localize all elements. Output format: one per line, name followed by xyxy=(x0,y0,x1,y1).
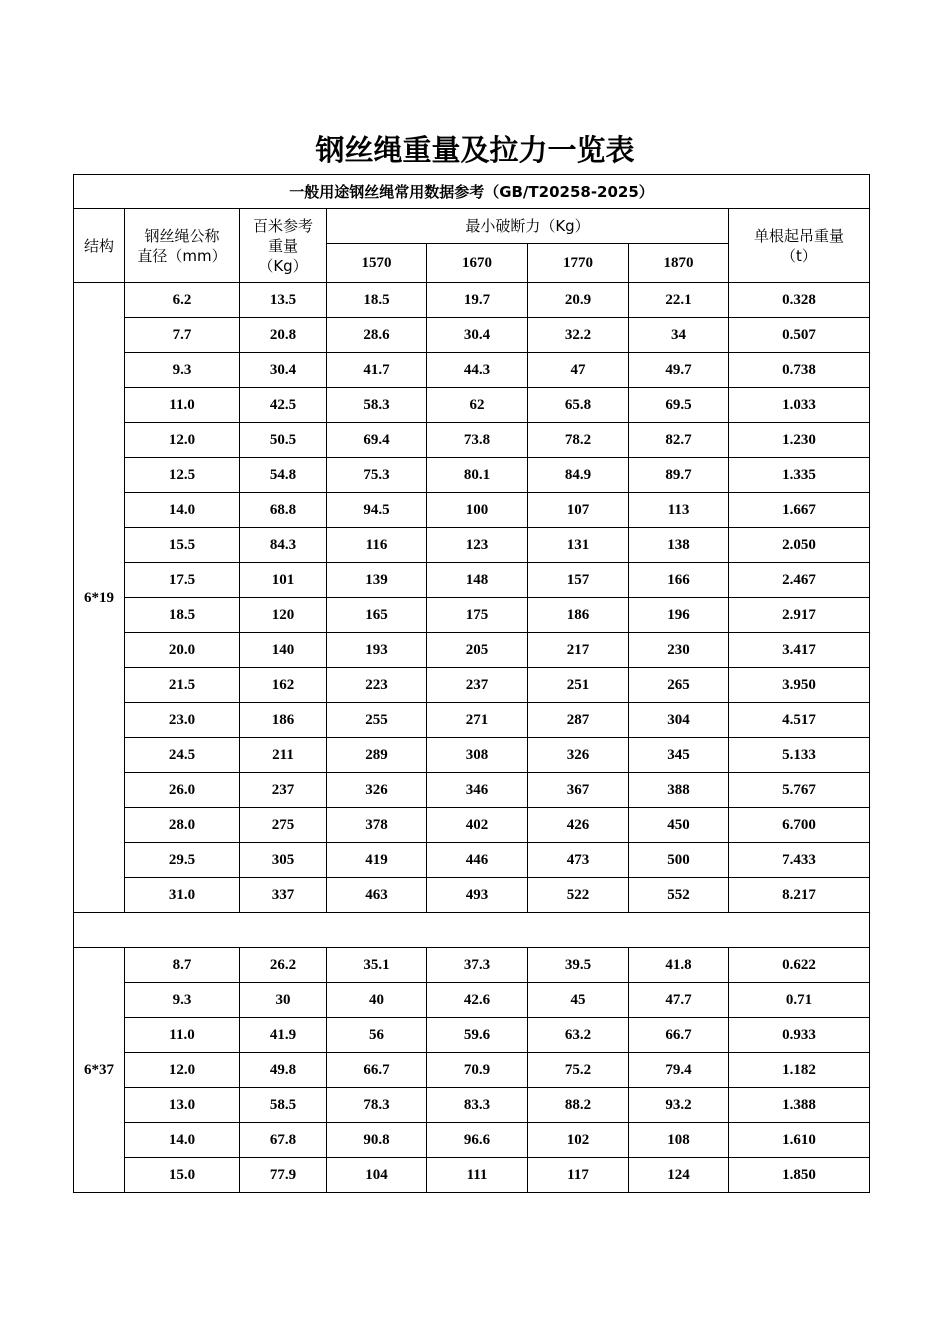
force-1770-cell: 20.9 xyxy=(528,283,629,318)
table-row xyxy=(74,528,870,563)
force-1770-cell: 522 xyxy=(528,878,629,913)
force-1670-cell: 205 xyxy=(427,633,528,668)
weight-cell: 50.5 xyxy=(240,423,327,458)
force-1770-cell: 426 xyxy=(528,808,629,843)
table-row xyxy=(74,808,870,843)
separator-cell xyxy=(74,913,870,948)
lift-cell: 0.328 xyxy=(729,283,870,318)
force-1770-cell: 78.2 xyxy=(528,423,629,458)
force-1870-cell: 124 xyxy=(629,1158,729,1193)
diameter-cell: 15.5 xyxy=(125,528,240,563)
weight-cell: 54.8 xyxy=(240,458,327,493)
lift-cell: 5.133 xyxy=(729,738,870,773)
weight-cell: 20.8 xyxy=(240,318,327,353)
diameter-cell: 13.0 xyxy=(125,1088,240,1123)
header-break-force: 最小破断力（Kg） xyxy=(327,209,729,244)
force-1870-cell: 196 xyxy=(629,598,729,633)
lift-cell: 0.71 xyxy=(729,983,870,1018)
force-1670-cell: 42.6 xyxy=(427,983,528,1018)
force-1870-cell: 113 xyxy=(629,493,729,528)
header-weight-line2: 重量 xyxy=(267,236,298,255)
table-row xyxy=(74,948,870,983)
header-diameter-line1: 钢丝绳公称 xyxy=(144,226,220,245)
force-1570-cell: 56 xyxy=(327,1018,427,1053)
force-1770-cell: 84.9 xyxy=(528,458,629,493)
force-1670-cell: 83.3 xyxy=(427,1088,528,1123)
diameter-cell: 12.0 xyxy=(125,1053,240,1088)
weight-cell: 30 xyxy=(240,983,327,1018)
lift-cell: 0.507 xyxy=(729,318,870,353)
table-row xyxy=(74,983,870,1018)
weight-cell: 275 xyxy=(240,808,327,843)
force-1570-cell: 419 xyxy=(327,843,427,878)
force-1870-cell: 82.7 xyxy=(629,423,729,458)
force-1770-cell: 32.2 xyxy=(528,318,629,353)
lift-cell: 6.700 xyxy=(729,808,870,843)
force-1670-cell: 175 xyxy=(427,598,528,633)
force-1770-cell: 117 xyxy=(528,1158,629,1193)
force-1670-cell: 111 xyxy=(427,1158,528,1193)
force-1870-cell: 22.1 xyxy=(629,283,729,318)
force-1570-cell: 326 xyxy=(327,773,427,808)
weight-cell: 140 xyxy=(240,633,327,668)
lift-cell: 2.467 xyxy=(729,563,870,598)
lift-cell: 1.033 xyxy=(729,388,870,423)
force-1670-cell: 44.3 xyxy=(427,353,528,388)
header-grade-1770: 1770 xyxy=(528,244,629,283)
header-weight-line1: 百米参考 xyxy=(252,216,313,235)
lift-cell: 8.217 xyxy=(729,878,870,913)
diameter-cell: 8.7 xyxy=(125,948,240,983)
force-1870-cell: 49.7 xyxy=(629,353,729,388)
force-1770-cell: 45 xyxy=(528,983,629,1018)
diameter-cell: 28.0 xyxy=(125,808,240,843)
force-1770-cell: 39.5 xyxy=(528,948,629,983)
force-1570-cell: 139 xyxy=(327,563,427,598)
weight-cell: 49.8 xyxy=(240,1053,327,1088)
table-row xyxy=(74,423,870,458)
diameter-cell: 17.5 xyxy=(125,563,240,598)
header-grade-1570: 1570 xyxy=(327,244,427,283)
diameter-cell: 21.5 xyxy=(125,668,240,703)
lift-cell: 3.417 xyxy=(729,633,870,668)
table-row xyxy=(74,668,870,703)
force-1870-cell: 230 xyxy=(629,633,729,668)
force-1670-cell: 96.6 xyxy=(427,1123,528,1158)
diameter-cell: 11.0 xyxy=(125,388,240,423)
table-row xyxy=(74,458,870,493)
force-1570-cell: 18.5 xyxy=(327,283,427,318)
lift-cell: 1.388 xyxy=(729,1088,870,1123)
force-1570-cell: 463 xyxy=(327,878,427,913)
header-lift-line2: （t） xyxy=(781,246,817,265)
diameter-cell: 12.0 xyxy=(125,423,240,458)
force-1870-cell: 265 xyxy=(629,668,729,703)
lift-cell: 2.917 xyxy=(729,598,870,633)
table-row xyxy=(74,493,870,528)
lift-cell: 0.622 xyxy=(729,948,870,983)
weight-cell: 77.9 xyxy=(240,1158,327,1193)
header-diameter-line2: 直径（mm） xyxy=(137,246,227,265)
force-1770-cell: 47 xyxy=(528,353,629,388)
force-1870-cell: 345 xyxy=(629,738,729,773)
force-1870-cell: 108 xyxy=(629,1123,729,1158)
structure-cell: 6*37 xyxy=(74,948,125,1193)
force-1670-cell: 123 xyxy=(427,528,528,563)
force-1670-cell: 37.3 xyxy=(427,948,528,983)
force-1870-cell: 388 xyxy=(629,773,729,808)
weight-cell: 42.5 xyxy=(240,388,327,423)
force-1670-cell: 271 xyxy=(427,703,528,738)
force-1570-cell: 35.1 xyxy=(327,948,427,983)
weight-cell: 186 xyxy=(240,703,327,738)
force-1770-cell: 102 xyxy=(528,1123,629,1158)
diameter-cell: 18.5 xyxy=(125,598,240,633)
weight-cell: 26.2 xyxy=(240,948,327,983)
header-lift-line1: 单根起吊重量 xyxy=(753,226,844,245)
weight-cell: 58.5 xyxy=(240,1088,327,1123)
force-1570-cell: 165 xyxy=(327,598,427,633)
diameter-cell: 14.0 xyxy=(125,493,240,528)
table-row xyxy=(74,738,870,773)
force-1570-cell: 378 xyxy=(327,808,427,843)
force-1670-cell: 100 xyxy=(427,493,528,528)
force-1570-cell: 28.6 xyxy=(327,318,427,353)
diameter-cell: 14.0 xyxy=(125,1123,240,1158)
force-1870-cell: 66.7 xyxy=(629,1018,729,1053)
force-1870-cell: 69.5 xyxy=(629,388,729,423)
force-1770-cell: 63.2 xyxy=(528,1018,629,1053)
weight-cell: 68.8 xyxy=(240,493,327,528)
lift-cell: 0.738 xyxy=(729,353,870,388)
header-lift xyxy=(729,209,870,283)
table-row xyxy=(74,318,870,353)
lift-cell: 2.050 xyxy=(729,528,870,563)
table-row xyxy=(74,1053,870,1088)
force-1870-cell: 89.7 xyxy=(629,458,729,493)
lift-cell: 1.850 xyxy=(729,1158,870,1193)
force-1570-cell: 116 xyxy=(327,528,427,563)
force-1770-cell: 75.2 xyxy=(528,1053,629,1088)
force-1770-cell: 326 xyxy=(528,738,629,773)
lift-cell: 7.433 xyxy=(729,843,870,878)
diameter-cell: 31.0 xyxy=(125,878,240,913)
force-1870-cell: 79.4 xyxy=(629,1053,729,1088)
diameter-cell: 20.0 xyxy=(125,633,240,668)
structure-cell: 6*19 xyxy=(74,283,125,913)
force-1770-cell: 186 xyxy=(528,598,629,633)
force-1670-cell: 446 xyxy=(427,843,528,878)
force-1870-cell: 138 xyxy=(629,528,729,563)
force-1670-cell: 62 xyxy=(427,388,528,423)
force-1570-cell: 193 xyxy=(327,633,427,668)
force-1670-cell: 30.4 xyxy=(427,318,528,353)
force-1770-cell: 217 xyxy=(528,633,629,668)
diameter-cell: 26.0 xyxy=(125,773,240,808)
header-weight-line3: （Kg） xyxy=(258,256,308,275)
force-1670-cell: 148 xyxy=(427,563,528,598)
table-row xyxy=(74,878,870,913)
separator-row xyxy=(74,913,870,948)
force-1770-cell: 131 xyxy=(528,528,629,563)
weight-cell: 120 xyxy=(240,598,327,633)
force-1670-cell: 73.8 xyxy=(427,423,528,458)
weight-cell: 162 xyxy=(240,668,327,703)
force-1570-cell: 289 xyxy=(327,738,427,773)
force-1770-cell: 88.2 xyxy=(528,1088,629,1123)
force-1670-cell: 402 xyxy=(427,808,528,843)
force-1870-cell: 500 xyxy=(629,843,729,878)
force-1570-cell: 66.7 xyxy=(327,1053,427,1088)
force-1870-cell: 34 xyxy=(629,318,729,353)
table-row xyxy=(74,353,870,388)
force-1870-cell: 304 xyxy=(629,703,729,738)
force-1870-cell: 41.8 xyxy=(629,948,729,983)
force-1870-cell: 166 xyxy=(629,563,729,598)
lift-cell: 1.230 xyxy=(729,423,870,458)
force-1770-cell: 107 xyxy=(528,493,629,528)
table-row xyxy=(74,703,870,738)
wire-rope-table xyxy=(73,174,870,1193)
force-1670-cell: 237 xyxy=(427,668,528,703)
table-row xyxy=(74,1018,870,1053)
weight-cell: 41.9 xyxy=(240,1018,327,1053)
force-1570-cell: 58.3 xyxy=(327,388,427,423)
force-1670-cell: 59.6 xyxy=(427,1018,528,1053)
force-1770-cell: 251 xyxy=(528,668,629,703)
diameter-cell: 23.0 xyxy=(125,703,240,738)
diameter-cell: 7.7 xyxy=(125,318,240,353)
force-1670-cell: 346 xyxy=(427,773,528,808)
force-1670-cell: 493 xyxy=(427,878,528,913)
table-row xyxy=(74,283,870,318)
force-1570-cell: 223 xyxy=(327,668,427,703)
diameter-cell: 9.3 xyxy=(125,353,240,388)
force-1870-cell: 552 xyxy=(629,878,729,913)
lift-cell: 1.182 xyxy=(729,1053,870,1088)
diameter-cell: 11.0 xyxy=(125,1018,240,1053)
table-row xyxy=(74,633,870,668)
force-1570-cell: 255 xyxy=(327,703,427,738)
header-structure: 结构 xyxy=(74,209,125,283)
force-1670-cell: 80.1 xyxy=(427,458,528,493)
force-1570-cell: 94.5 xyxy=(327,493,427,528)
diameter-cell: 12.5 xyxy=(125,458,240,493)
table-row xyxy=(74,1123,870,1158)
lift-cell: 1.667 xyxy=(729,493,870,528)
header-grade-1870: 1870 xyxy=(629,244,729,283)
force-1570-cell: 40 xyxy=(327,983,427,1018)
lift-cell: 1.335 xyxy=(729,458,870,493)
force-1770-cell: 473 xyxy=(528,843,629,878)
table-row xyxy=(74,843,870,878)
weight-cell: 67.8 xyxy=(240,1123,327,1158)
table-row xyxy=(74,598,870,633)
weight-cell: 211 xyxy=(240,738,327,773)
table-row xyxy=(74,773,870,808)
lift-cell: 3.950 xyxy=(729,668,870,703)
force-1670-cell: 19.7 xyxy=(427,283,528,318)
force-1870-cell: 47.7 xyxy=(629,983,729,1018)
weight-cell: 305 xyxy=(240,843,327,878)
diameter-cell: 29.5 xyxy=(125,843,240,878)
table-row xyxy=(74,563,870,598)
table-row xyxy=(74,1158,870,1193)
weight-cell: 101 xyxy=(240,563,327,598)
lift-cell: 1.610 xyxy=(729,1123,870,1158)
force-1570-cell: 41.7 xyxy=(327,353,427,388)
force-1670-cell: 308 xyxy=(427,738,528,773)
weight-cell: 84.3 xyxy=(240,528,327,563)
force-1770-cell: 287 xyxy=(528,703,629,738)
diameter-cell: 6.2 xyxy=(125,283,240,318)
force-1670-cell: 70.9 xyxy=(427,1053,528,1088)
diameter-cell: 15.0 xyxy=(125,1158,240,1193)
force-1770-cell: 65.8 xyxy=(528,388,629,423)
force-1570-cell: 69.4 xyxy=(327,423,427,458)
force-1570-cell: 78.3 xyxy=(327,1088,427,1123)
lift-cell: 5.767 xyxy=(729,773,870,808)
header-diameter xyxy=(125,209,240,283)
weight-cell: 237 xyxy=(240,773,327,808)
force-1570-cell: 75.3 xyxy=(327,458,427,493)
weight-cell: 30.4 xyxy=(240,353,327,388)
force-1770-cell: 367 xyxy=(528,773,629,808)
force-1570-cell: 104 xyxy=(327,1158,427,1193)
page-title: 钢丝绳重量及拉力一览表 xyxy=(315,133,635,167)
diameter-cell: 9.3 xyxy=(125,983,240,1018)
table-row xyxy=(74,388,870,423)
table-row xyxy=(74,1088,870,1123)
force-1870-cell: 93.2 xyxy=(629,1088,729,1123)
force-1870-cell: 450 xyxy=(629,808,729,843)
force-1570-cell: 90.8 xyxy=(327,1123,427,1158)
header-weight xyxy=(240,209,327,283)
lift-cell: 4.517 xyxy=(729,703,870,738)
weight-cell: 337 xyxy=(240,878,327,913)
force-1770-cell: 157 xyxy=(528,563,629,598)
diameter-cell: 24.5 xyxy=(125,738,240,773)
weight-cell: 13.5 xyxy=(240,283,327,318)
lift-cell: 0.933 xyxy=(729,1018,870,1053)
table-caption: 一般用途钢丝绳常用数据参考（GB/T20258-2025） xyxy=(74,175,870,209)
header-grade-1670: 1670 xyxy=(427,244,528,283)
